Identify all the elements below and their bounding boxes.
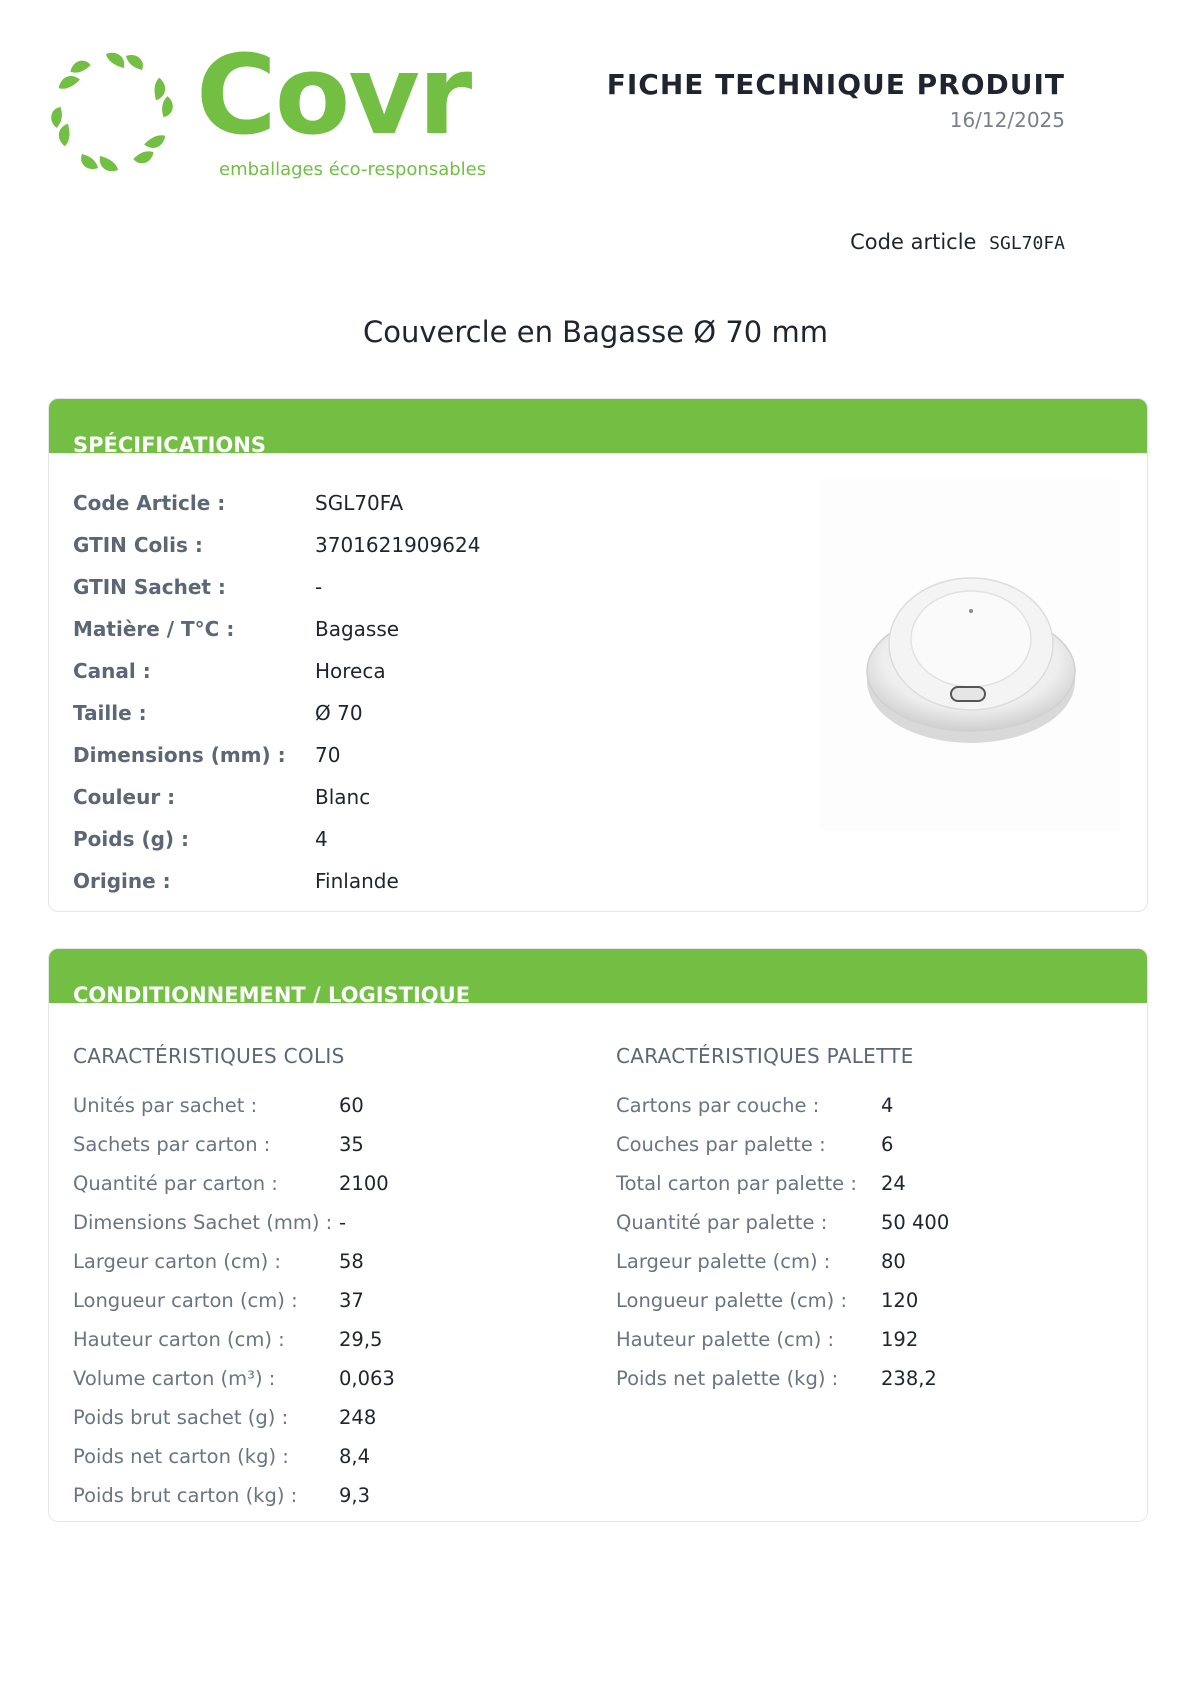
spec-row [73, 524, 480, 566]
row-label: Couleur : [73, 785, 176, 809]
brand-tagline: emballages éco-responsables [219, 159, 487, 180]
row-label: Cartons par couche : [616, 1094, 820, 1117]
row-value: 35 [339, 1133, 364, 1156]
row-value: 50 400 [881, 1211, 950, 1234]
logistics-card [48, 948, 1148, 1522]
row-label: Dimensions (mm) : [73, 743, 286, 767]
row-label: Poids brut carton (kg) : [73, 1484, 298, 1507]
row-label: Canal : [73, 659, 151, 683]
row-value: 80 [881, 1250, 906, 1273]
row-value: 37 [339, 1289, 364, 1312]
logistics-heading: CONDITIONNEMENT / LOGISTIQUE [73, 983, 471, 1007]
row-value: 9,3 [339, 1484, 371, 1507]
row-label: Volume carton (m³) : [73, 1367, 276, 1390]
spec-row [73, 860, 480, 902]
colis-row [73, 1437, 395, 1476]
spec-row [73, 692, 480, 734]
colis-row [73, 1242, 395, 1281]
spec-row [73, 734, 480, 776]
palette-row [616, 1359, 949, 1398]
row-label: Largeur palette (cm) : [616, 1250, 831, 1273]
colis-row [73, 1359, 395, 1398]
row-label: Origine : [73, 869, 171, 893]
palette-row [616, 1086, 949, 1125]
specifications-table [73, 482, 480, 902]
colis-row [73, 1320, 395, 1359]
document-date: 16/12/2025 [949, 108, 1065, 132]
colis-row [73, 1398, 395, 1437]
row-value: SGL70FA [315, 491, 404, 515]
row-label: Hauteur carton (cm) : [73, 1328, 285, 1351]
colis-heading: CARACTÉRISTIQUES COLIS [73, 1044, 345, 1068]
product-image [821, 479, 1121, 831]
row-value: - [315, 575, 323, 599]
row-value: 248 [339, 1406, 377, 1429]
row-value: 120 [881, 1289, 919, 1312]
specifications-card [48, 398, 1148, 912]
spec-row [73, 482, 480, 524]
row-value: Horeca [315, 659, 386, 683]
row-label: Poids net palette (kg) : [616, 1367, 839, 1390]
row-value: Bagasse [315, 617, 400, 641]
colis-row [73, 1476, 395, 1515]
logistics-header [49, 949, 1147, 1007]
palette-row [616, 1125, 949, 1164]
spec-row [73, 776, 480, 818]
row-value: 2100 [339, 1172, 389, 1195]
palette-row [616, 1164, 949, 1203]
article-code-line [850, 230, 1065, 254]
colis-row [73, 1086, 395, 1125]
row-value: 24 [881, 1172, 906, 1195]
row-label: Poids brut sachet (g) : [73, 1406, 289, 1429]
row-label: Quantité par palette : [616, 1211, 828, 1234]
row-value: 58 [339, 1250, 364, 1273]
brand-name: Covr [196, 31, 471, 159]
row-label: Largeur carton (cm) : [73, 1250, 281, 1273]
row-label: Couches par palette : [616, 1133, 826, 1156]
row-value: 8,4 [339, 1445, 371, 1468]
row-value: 3701621909624 [315, 533, 481, 557]
row-value: 29,5 [339, 1328, 383, 1351]
row-value: - [339, 1211, 347, 1234]
colis-row [73, 1164, 395, 1203]
row-value: 70 [315, 743, 341, 767]
row-value: 60 [339, 1094, 364, 1117]
spec-row [73, 818, 480, 860]
row-label: Longueur palette (cm) : [616, 1289, 848, 1312]
row-value: Blanc [315, 785, 371, 809]
spec-row [73, 650, 480, 692]
palette-row [616, 1281, 949, 1320]
row-value: 4 [315, 827, 328, 851]
row-label: GTIN Colis : [73, 533, 203, 557]
brand-logo [46, 31, 506, 196]
palette-heading: CARACTÉRISTIQUES PALETTE [616, 1044, 914, 1068]
article-code-label: Code article [850, 230, 977, 254]
row-label: Total carton par palette : [616, 1172, 857, 1195]
row-label: Poids net carton (kg) : [73, 1445, 289, 1468]
row-label: Sachets par carton : [73, 1133, 271, 1156]
row-label: Hauteur palette (cm) : [616, 1328, 835, 1351]
colis-row [73, 1281, 395, 1320]
palette-row [616, 1242, 949, 1281]
row-value: 0,063 [339, 1367, 395, 1390]
row-label: Matière / T°C : [73, 617, 235, 641]
product-title: Couvercle en Bagasse Ø 70 mm [363, 315, 828, 349]
row-label: GTIN Sachet : [73, 575, 226, 599]
row-label: Code Article : [73, 491, 226, 515]
row-label: Poids (g) : [73, 827, 189, 851]
lid-icon [821, 479, 1121, 831]
document-title: FICHE TECHNIQUE PRODUIT [606, 68, 1065, 101]
colis-row [73, 1203, 395, 1242]
row-label: Longueur carton (cm) : [73, 1289, 298, 1312]
specifications-heading: SPÉCIFICATIONS [73, 433, 266, 457]
row-label: Quantité par carton : [73, 1172, 278, 1195]
row-value: Finlande [315, 869, 399, 893]
palette-table [616, 1086, 949, 1398]
row-value: 192 [881, 1328, 919, 1351]
row-value: 6 [881, 1133, 894, 1156]
colis-table [73, 1086, 395, 1515]
spec-row [73, 566, 480, 608]
specifications-header [49, 399, 1147, 457]
row-value: 4 [881, 1094, 894, 1117]
palette-row [616, 1320, 949, 1359]
article-code-value: SGL70FA [989, 233, 1065, 254]
palette-row [616, 1203, 949, 1242]
row-value: 238,2 [881, 1367, 937, 1390]
spec-row [73, 608, 480, 650]
row-label: Dimensions Sachet (mm) : [73, 1211, 333, 1234]
colis-row [73, 1125, 395, 1164]
row-value: Ø 70 [315, 701, 363, 725]
recycle-leaves-icon [46, 46, 178, 178]
row-label: Unités par sachet : [73, 1094, 258, 1117]
row-label: Taille : [73, 701, 147, 725]
